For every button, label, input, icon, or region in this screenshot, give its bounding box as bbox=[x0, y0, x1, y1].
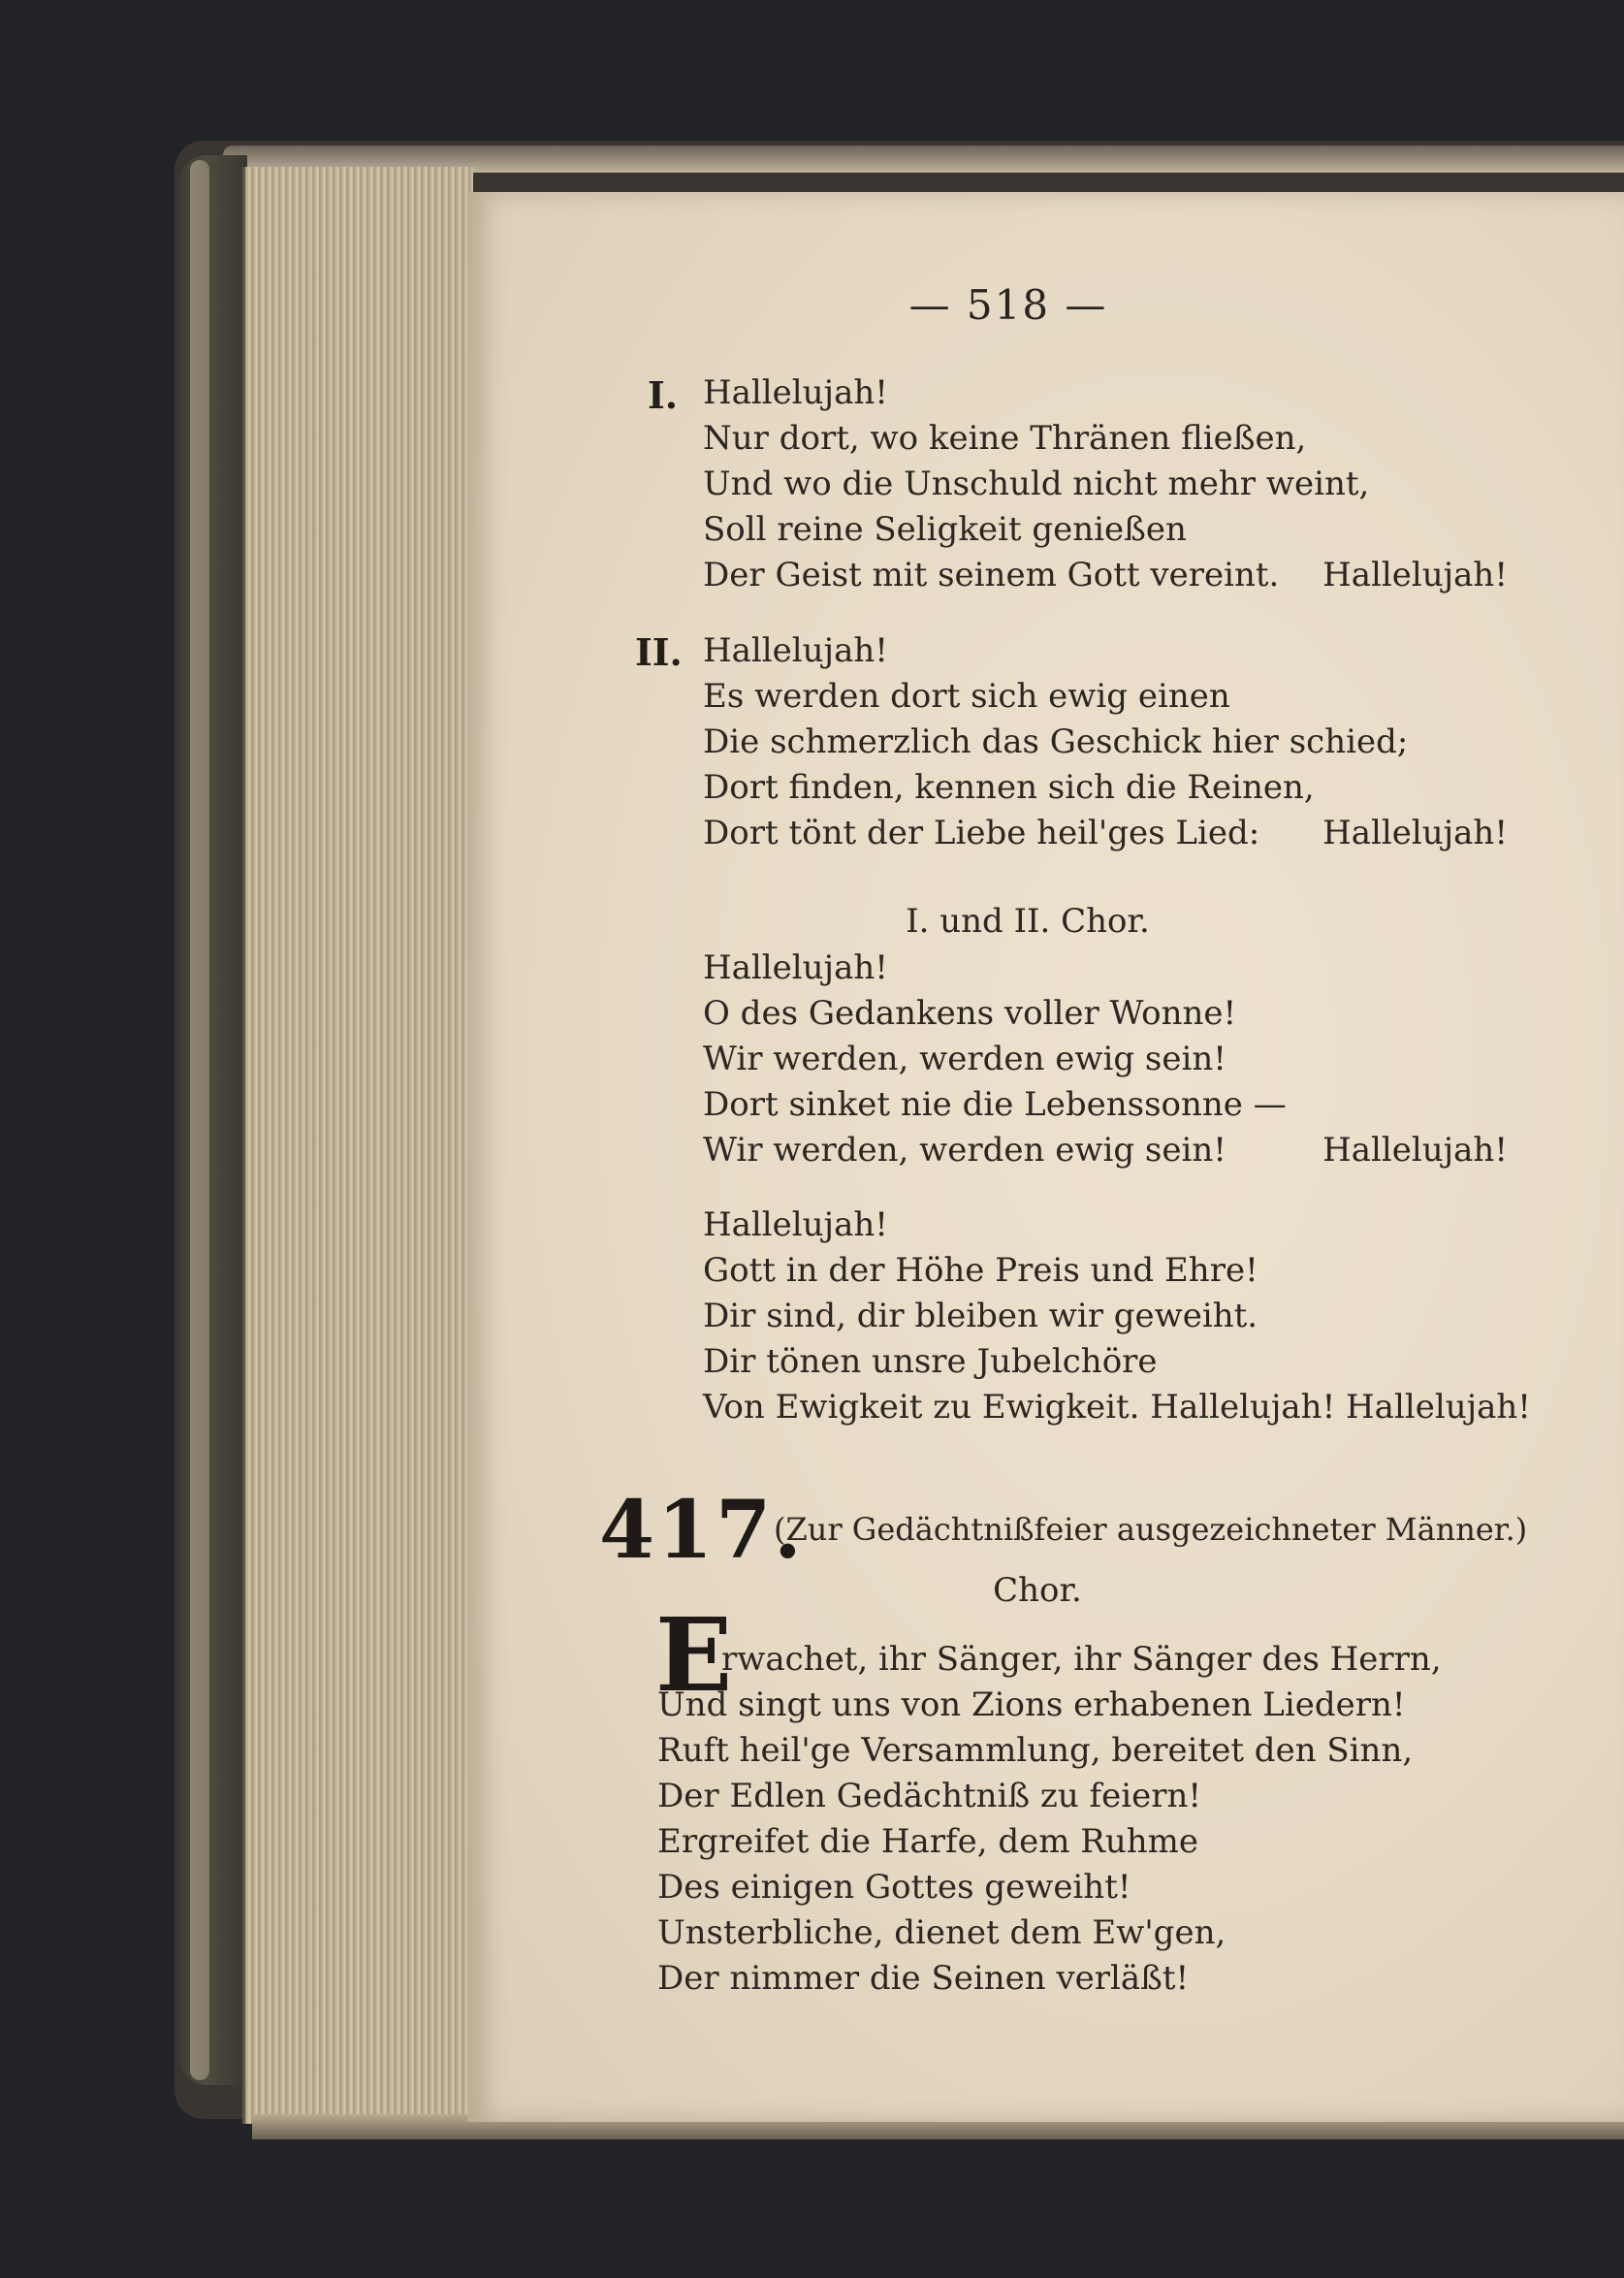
verse-line: Der Edlen Gedächtniß zu feiern! bbox=[657, 1777, 1202, 1815]
verse-line: O des Gedankens voller Wonne! bbox=[703, 994, 1237, 1033]
verse-line: Und singt uns von Zions erhabenen Liedern! bbox=[657, 1685, 1406, 1724]
hymn-note: (Zur Gedächtnißfeier ausgezeichneter Männer.) bbox=[774, 1511, 1528, 1548]
verse-line: Des einigen Gottes geweiht! bbox=[657, 1868, 1131, 1907]
section-2-verse bbox=[703, 628, 1508, 856]
verse-line bbox=[703, 811, 1508, 856]
verse-text: Dort tönt der Liebe heil'ges Lied: bbox=[703, 814, 1260, 852]
refrain: Hallelujah! bbox=[1322, 1131, 1508, 1170]
section-1-roman: I. bbox=[648, 373, 679, 417]
hymn-number: 417. bbox=[599, 1484, 805, 1577]
verse-line: Ergreifet die Harfe, dem Ruhme bbox=[657, 1822, 1199, 1861]
verse-line: rwachet, ihr Sänger, ihr Sänger des Herrn, bbox=[721, 1640, 1442, 1679]
chorus-verse bbox=[703, 946, 1508, 1173]
refrain: Hallelujah! bbox=[1322, 814, 1508, 852]
verse-line: Hallelujah! bbox=[703, 373, 888, 412]
page-edges bbox=[242, 167, 473, 2124]
torn-spine-paper bbox=[190, 160, 209, 2080]
page-number: — 518 — bbox=[908, 281, 1108, 329]
verse-line: Dort sinket nie die Lebenssonne — bbox=[703, 1085, 1287, 1124]
verse-line: Es werden dort sich ewig einen bbox=[703, 677, 1230, 716]
verse-line: Der nimmer die Seinen verläßt! bbox=[657, 1959, 1190, 1998]
verse-line bbox=[703, 1128, 1508, 1173]
hymn-opening bbox=[721, 1637, 1458, 1683]
verse-line: Dir tönen unsre Jubelchöre bbox=[703, 1342, 1158, 1381]
verse-line: Und wo die Unschuld nicht mehr weint, bbox=[703, 465, 1370, 503]
verse-line: Hallelujah! bbox=[703, 948, 888, 987]
refrain: Hallelujah! bbox=[1322, 556, 1508, 594]
verse-text: Der Geist mit seinem Gott vereint. bbox=[703, 556, 1280, 594]
verse-line: Ruft heil'ge Versammlung, bereitet den Sinn, bbox=[657, 1731, 1414, 1770]
verse-line: Dir sind, dir bleiben wir geweiht. bbox=[703, 1297, 1258, 1335]
hymn-verse bbox=[657, 1683, 1491, 2002]
section-1-verse bbox=[703, 370, 1508, 598]
verse-line: Dort finden, kennen sich die Reinen, bbox=[703, 768, 1315, 807]
verse-line: Von Ewigkeit zu Ewigkeit. Hallelujah! Hallelujah! bbox=[703, 1388, 1531, 1427]
finale-verse bbox=[703, 1203, 1531, 1430]
chorus-heading: I. und II. Chor. bbox=[906, 902, 1150, 941]
verse-line: Hallelujah! bbox=[703, 631, 888, 670]
drop-cap: E bbox=[655, 1595, 733, 1715]
hymn-heading: Chor. bbox=[993, 1571, 1082, 1610]
section-2-roman: II. bbox=[635, 630, 683, 674]
verse-line: Wir werden, werden ewig sein! bbox=[703, 1040, 1226, 1078]
verse-line: Hallelujah! bbox=[703, 1205, 888, 1244]
verse-text: Wir werden, werden ewig sein! bbox=[703, 1131, 1226, 1170]
verse-line: Nur dort, wo keine Thränen fließen, bbox=[703, 419, 1307, 458]
verse-line: Unsterbliche, dienet dem Ew'gen, bbox=[657, 1913, 1226, 1952]
verse-line: Soll reine Seligkeit genießen bbox=[703, 510, 1187, 549]
verse-line: Gott in der Höhe Preis und Ehre! bbox=[703, 1251, 1258, 1290]
verse-line bbox=[703, 553, 1508, 598]
verse-line: Die schmerzlich das Geschick hier schied; bbox=[703, 722, 1409, 761]
